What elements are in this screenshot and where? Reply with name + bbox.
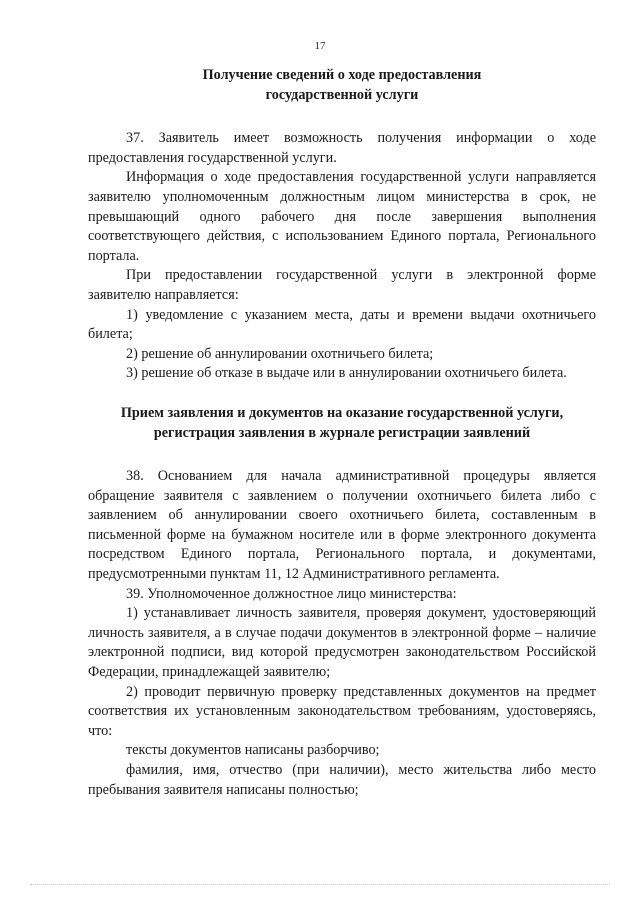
- heading-line: государственной услуги: [265, 86, 419, 103]
- heading-line: Получение сведений о ходе предоставления: [202, 67, 482, 83]
- section-heading-reception: [88, 404, 596, 443]
- document-body: [88, 66, 596, 800]
- heading-line: регистрация заявления в журнале регистрации заявлений: [153, 424, 531, 441]
- paragraph: 39. Уполномоченное должностное лицо министерства:: [126, 585, 457, 602]
- list-item: 3) решение об отказе в выдаче или в аннулировании охотничьего билета.: [126, 365, 567, 382]
- heading-line: Прием заявления и документов на оказание государственной услуги,: [120, 404, 564, 421]
- list-item: 2) решение об аннулировании охотничьего билета;: [126, 345, 434, 362]
- list-item: 1) уведомление с указанием места, даты и времени выдачи охотничьего билета;: [88, 306, 596, 343]
- list-item: тексты документов написаны разборчиво;: [126, 742, 380, 759]
- paragraph: 38. Основанием для начала административной процедуры является обращение заявителя с заявлением о получении охотничьего билета либо с заявлением об аннулировании своего охотничьего билета, составленным в письменной форме на бумажном носителе или в форме электронного документа посредством Единого портала, Регионального портала, и документами, предусмотренными пунктам 11, 12 Административного регламента.: [88, 468, 596, 583]
- paragraph: Информация о ходе предоставления государственной услуги направляется заявителю уполномоченным должностным лицом министерства в срок, не превышающий одного рабочего дня после завершения выполнения соответствующего действия, с использованием Единого портала, Регионального портала.: [88, 169, 596, 264]
- list-item: фамилия, имя, отчество (при наличии), место жительства либо место пребывания заявителя написаны полностью;: [88, 762, 596, 798]
- paragraph: При предоставлении государственной услуги в электронной форме заявителю направляется:: [88, 267, 596, 303]
- page-number: 17: [314, 40, 326, 52]
- list-item: 2) проводит первичную проверку представленных документов на предмет соответствия их установленным законодательством требованиям, удостоверяясь, что:: [88, 683, 596, 739]
- paragraph: 37. Заявитель имеет возможность получения информации о ходе предоставления государственной услуги.: [88, 130, 596, 166]
- list-item: 1) устанавливает личность заявителя, проверяя документ, удостоверяющий личность заявителя, а в случае подачи документов в электронной форме – наличие электронной подписи, вид которой предусмотрен законодательством Российской Федерации, принадлежащей заявителю;: [88, 605, 596, 681]
- scan-artifact: [30, 884, 610, 887]
- section-heading-progress: [88, 66, 596, 105]
